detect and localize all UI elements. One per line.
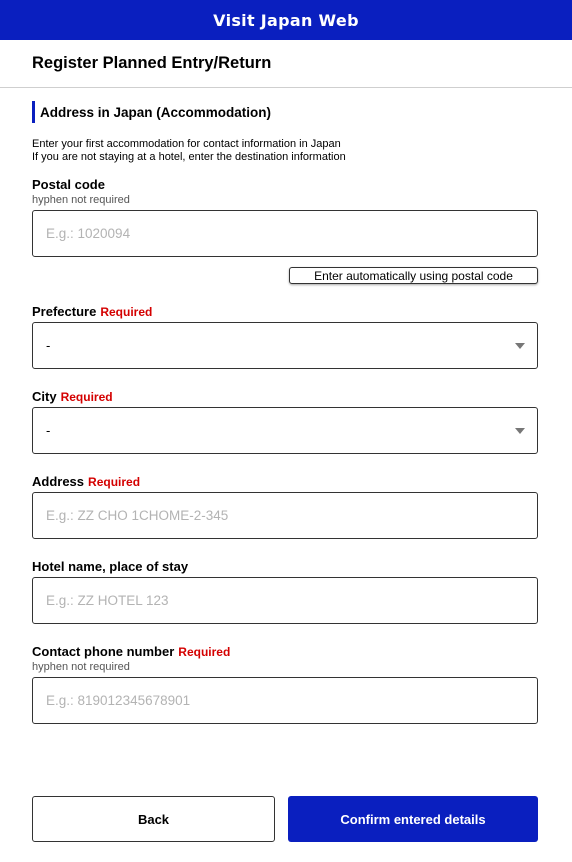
required-badge: Required bbox=[100, 305, 153, 319]
address-label-text: Address bbox=[32, 474, 85, 489]
prefecture-label bbox=[32, 304, 152, 319]
phone-field bbox=[32, 677, 538, 724]
hotel-input[interactable] bbox=[33, 578, 537, 623]
address-label bbox=[32, 474, 140, 489]
required-badge: Required bbox=[178, 645, 231, 659]
required-badge: Required bbox=[88, 475, 141, 489]
city-select[interactable] bbox=[32, 407, 538, 454]
section-title: Address in Japan (Accommodation) bbox=[32, 101, 271, 123]
app-header bbox=[0, 0, 572, 40]
phone-label-text: Contact phone number bbox=[32, 644, 175, 659]
postal-code-label: Postal code bbox=[32, 177, 105, 192]
intro-line-2: If you are not staying at a hotel, enter the destination information bbox=[32, 151, 346, 163]
city-select-value: - bbox=[46, 423, 51, 438]
auto-fill-postal-button[interactable]: Enter automatically using postal code bbox=[289, 267, 538, 284]
prefecture-select-value: - bbox=[46, 338, 51, 353]
page-title: Register Planned Entry/Return bbox=[32, 54, 272, 72]
phone-input[interactable] bbox=[33, 678, 537, 723]
required-badge: Required bbox=[60, 390, 113, 404]
address-input[interactable] bbox=[33, 493, 537, 538]
prefecture-select[interactable] bbox=[32, 322, 538, 369]
chevron-down-icon bbox=[515, 428, 525, 434]
app-title: Visit Japan Web bbox=[213, 10, 359, 30]
page-header bbox=[0, 40, 572, 88]
address-field bbox=[32, 492, 538, 539]
phone-hint: hyphen not required bbox=[32, 661, 130, 673]
section-intro bbox=[32, 138, 346, 164]
intro-line-1: Enter your first accommodation for contact information in Japan bbox=[32, 138, 341, 150]
prefecture-label-text: Prefecture bbox=[32, 304, 97, 319]
phone-label bbox=[32, 644, 230, 659]
chevron-down-icon bbox=[515, 343, 525, 349]
confirm-button[interactable]: Confirm entered details bbox=[288, 796, 538, 842]
city-label-text: City bbox=[32, 389, 57, 404]
hotel-field bbox=[32, 577, 538, 624]
hotel-label: Hotel name, place of stay bbox=[32, 559, 189, 574]
postal-code-hint: hyphen not required bbox=[32, 194, 130, 206]
postal-code-input[interactable] bbox=[33, 211, 537, 256]
postal-code-field bbox=[32, 210, 538, 257]
back-button[interactable]: Back bbox=[32, 796, 275, 842]
city-label bbox=[32, 389, 113, 404]
